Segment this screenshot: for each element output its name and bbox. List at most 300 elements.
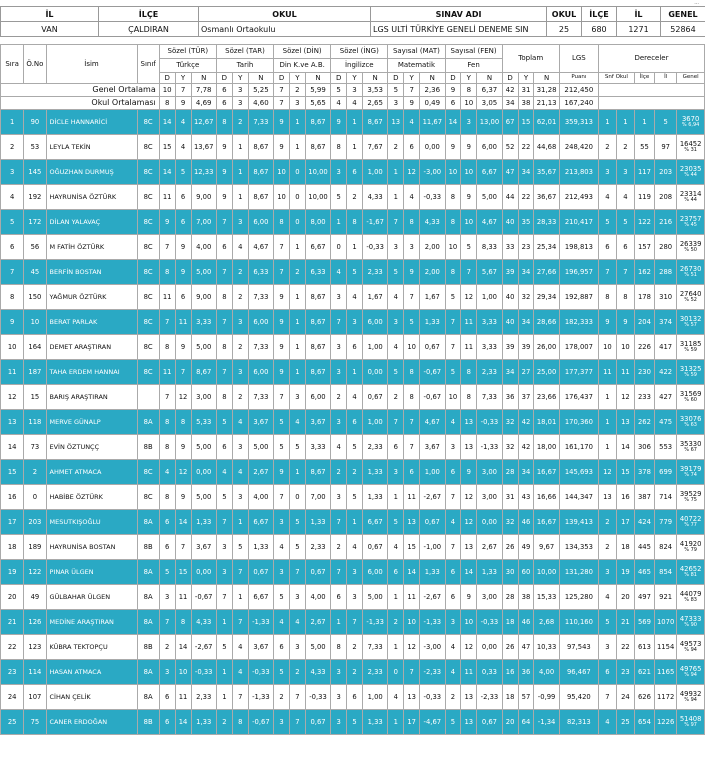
table-row [1, 585, 705, 610]
genel-percent: % 81 [684, 571, 697, 578]
cell-score: 16,67 [534, 460, 559, 485]
cell-ilce: 262 [634, 410, 654, 435]
table-row [1, 110, 705, 135]
cell-score: 39 [518, 335, 534, 360]
cell-score: 4 [445, 635, 461, 660]
cell-ono: 118 [24, 410, 46, 435]
genel-rank: 44079 [679, 590, 702, 599]
genel-rank: 31185 [679, 340, 702, 349]
cell-score: 5 [274, 410, 290, 435]
average-value: 3,53 [362, 84, 387, 97]
cell-sinif: 8A [137, 660, 159, 685]
average-value: 7 [274, 97, 290, 110]
cell-score: 10 [445, 385, 461, 410]
cell-score: 0 [289, 160, 305, 185]
cell-score: 7 [404, 660, 420, 685]
cell-score: 7 [232, 610, 248, 635]
cell-score: 7,33 [248, 335, 273, 360]
cell-score: 13 [404, 685, 420, 710]
cell-score: 12 [175, 460, 191, 485]
cell-score: -0,67 [248, 710, 273, 735]
cell-okul: 14 [616, 435, 634, 460]
cell-snf: 12 [598, 460, 616, 485]
cell-score: 3 [232, 360, 248, 385]
cell-score: 8,00 [305, 210, 330, 235]
cell-score: 4 [331, 435, 347, 460]
genel-rank: 33076 [679, 415, 702, 424]
cell-sinif: 8C [137, 310, 159, 335]
cell-il: 1070 [655, 610, 677, 635]
average-value: 7 [274, 84, 290, 97]
cell-score: 3,67 [248, 410, 273, 435]
cell-score: 7,33 [248, 110, 273, 135]
cell-score: 5 [445, 710, 461, 735]
cell-lgs: 178,007 [559, 335, 598, 360]
cell-score: 7 [159, 610, 175, 635]
cell-ilce: 621 [634, 660, 654, 685]
cell-score: 7 [388, 210, 404, 235]
col-isim: İsim [46, 45, 137, 84]
cell-score: 7 [289, 710, 305, 735]
cell-score: 3 [331, 360, 347, 385]
cell-isim: LEYLA TEKİN [46, 135, 137, 160]
cell-okul: 1 [616, 110, 634, 135]
cell-ilce: 424 [634, 510, 654, 535]
cell-score: 14 [159, 160, 175, 185]
cell-score: 32 [502, 510, 518, 535]
cell-score: 7 [404, 285, 420, 310]
cell-score: 6,00 [477, 135, 502, 160]
header-il-rank-label: İL [617, 7, 661, 22]
cell-score: 2,67 [477, 535, 502, 560]
cell-ilce: 654 [634, 710, 654, 735]
cell-sira: 11 [1, 360, 24, 385]
cell-score: 5,00 [248, 435, 273, 460]
cell-score: 13 [461, 535, 477, 560]
cell-score: 7 [216, 585, 232, 610]
cell-score: 6 [274, 635, 290, 660]
col-n: N [362, 73, 387, 84]
cell-score: 25,00 [534, 360, 559, 385]
col-subject-top: Sözel (TÜR) [159, 45, 216, 59]
cell-ono: 107 [24, 685, 46, 710]
cell-score: 10 [175, 660, 191, 685]
cell-score: 8 [159, 485, 175, 510]
cell-isim: GÜLBAHAR ÜLGEN [46, 585, 137, 610]
cell-score: 4 [388, 285, 404, 310]
cell-score: 3 [445, 435, 461, 460]
cell-score: -0,99 [534, 685, 559, 710]
cell-ilce: 465 [634, 560, 654, 585]
cell-score: 2,67 [305, 610, 330, 635]
cell-genel [677, 360, 705, 385]
cell-lgs: 144,347 [559, 485, 598, 510]
cell-score: -3,00 [420, 160, 445, 185]
cell-score: 0 [289, 210, 305, 235]
cell-score: 2 [289, 660, 305, 685]
cell-score: 1,33 [420, 560, 445, 585]
average-value: 9 [175, 97, 191, 110]
average-value: 3 [232, 84, 248, 97]
cell-score: 0,33 [477, 660, 502, 685]
col-ilce-rank: İlçe [634, 73, 654, 84]
cell-score: 4 [445, 410, 461, 435]
genel-percent: % 83 [684, 596, 697, 603]
cell-lgs: 131,280 [559, 560, 598, 585]
cell-score: 5 [388, 510, 404, 535]
average-value: 6,37 [477, 84, 502, 97]
average-value: 5 [388, 84, 404, 97]
cell-okul: 25 [616, 710, 634, 735]
genel-percent: % 45 [684, 221, 697, 228]
cell-okul: 17 [616, 510, 634, 535]
cell-score: -2,67 [420, 585, 445, 610]
cell-score: 27 [518, 360, 534, 385]
col-subject-name: İngilizce [331, 59, 388, 73]
cell-score: 0 [289, 185, 305, 210]
cell-sinif: 8C [137, 160, 159, 185]
cell-score: -0,33 [305, 685, 330, 710]
cell-score: 3 [232, 310, 248, 335]
cell-score: 15 [404, 535, 420, 560]
genel-rank: 26730 [679, 265, 702, 274]
genel-rank: 41920 [679, 540, 702, 549]
cell-lgs: 212,493 [559, 185, 598, 210]
cell-okul: 2 [616, 135, 634, 160]
cell-score: 2 [232, 335, 248, 360]
cell-score: 8 [274, 210, 290, 235]
cell-score: 47 [518, 635, 534, 660]
cell-genel [677, 185, 705, 210]
cell-score: 5 [216, 485, 232, 510]
cell-sira: 4 [1, 185, 24, 210]
cell-score: 9 [274, 335, 290, 360]
cell-sinif: 8C [137, 485, 159, 510]
cell-score: 7 [445, 535, 461, 560]
cell-score: 11 [461, 310, 477, 335]
cell-sinif: 8A [137, 610, 159, 635]
header-sinav-value: LGS ULTİ TÜRKİYE GENELİ DENEME SIN [371, 22, 547, 37]
cell-okul: 7 [616, 260, 634, 285]
cell-score: 5 [232, 535, 248, 560]
cell-ono: 2 [24, 460, 46, 485]
cell-sira: 5 [1, 210, 24, 235]
cell-snf: 8 [598, 285, 616, 310]
cell-sinif: 8B [137, 435, 159, 460]
cell-score: 40 [502, 210, 518, 235]
cell-score: 5 [289, 510, 305, 535]
cell-score: 9 [461, 135, 477, 160]
cell-score: 6 [159, 685, 175, 710]
average-value: 0,49 [420, 97, 445, 110]
cell-sira: 15 [1, 460, 24, 485]
cell-snf: 5 [598, 210, 616, 235]
col-sira: Sıra [1, 45, 24, 84]
cell-il: 779 [655, 510, 677, 535]
cell-score: 8,67 [191, 360, 216, 385]
cell-genel [677, 160, 705, 185]
cell-score: 5 [388, 360, 404, 385]
cell-score: 3 [445, 610, 461, 635]
cell-sira: 25 [1, 710, 24, 735]
cell-score: -0,33 [477, 410, 502, 435]
cell-score: 13 [404, 510, 420, 535]
cell-sira: 10 [1, 335, 24, 360]
cell-score: 9 [445, 135, 461, 160]
cell-score: 1,00 [362, 160, 387, 185]
header-sinav-label: SINAV ADI [371, 7, 547, 22]
cell-score: 6 [445, 460, 461, 485]
cell-score: 26 [502, 535, 518, 560]
table-row [1, 335, 705, 360]
cell-score: 7 [175, 360, 191, 385]
cell-score: 3 [331, 685, 347, 710]
cell-score: 1,33 [191, 710, 216, 735]
cell-score: 3 [461, 110, 477, 135]
cell-score: 3 [216, 535, 232, 560]
cell-score: 4,67 [248, 235, 273, 260]
cell-ono: 164 [24, 335, 46, 360]
cell-score: 3 [331, 410, 347, 435]
cell-sira: 20 [1, 585, 24, 610]
table-row [1, 685, 705, 710]
cell-ilce: 378 [634, 460, 654, 485]
top-note: ... [694, 0, 699, 6]
cell-score: 6 [347, 335, 363, 360]
cell-score: 44,68 [534, 135, 559, 160]
cell-score: 3,67 [191, 535, 216, 560]
cell-lgs: 182,333 [559, 310, 598, 335]
cell-score: 1,33 [191, 510, 216, 535]
cell-score: 3 [159, 660, 175, 685]
cell-score: 6 [216, 235, 232, 260]
cell-score: -2,33 [420, 660, 445, 685]
cell-score: 31 [502, 485, 518, 510]
cell-score: 8 [445, 210, 461, 235]
genel-rank: 23757 [679, 215, 702, 224]
header-okul-label: OKUL [199, 7, 371, 22]
cell-score: 1,33 [420, 310, 445, 335]
cell-score: 3 [289, 635, 305, 660]
cell-score: 8 [159, 435, 175, 460]
cell-score: 3 [232, 485, 248, 510]
cell-score: 10,00 [305, 160, 330, 185]
cell-score: 11 [404, 585, 420, 610]
cell-score: 7 [175, 535, 191, 560]
cell-score: 0 [289, 485, 305, 510]
table-row [1, 635, 705, 660]
cell-score: 3 [347, 310, 363, 335]
cell-score: -0,33 [420, 185, 445, 210]
cell-score: -2,33 [477, 685, 502, 710]
cell-score: 1,67 [420, 285, 445, 310]
cell-ilce: 117 [634, 160, 654, 185]
cell-score: 5 [274, 585, 290, 610]
cell-genel [677, 685, 705, 710]
cell-genel [677, 235, 705, 260]
col-y: Y [232, 73, 248, 84]
cell-score: 12 [404, 635, 420, 660]
cell-score: 1 [331, 210, 347, 235]
cell-score: 8 [159, 260, 175, 285]
col-subject-top: Sayısal (MAT) [388, 45, 445, 59]
cell-score: 1 [289, 235, 305, 260]
cell-score: 4,33 [305, 660, 330, 685]
col-y: Y [404, 73, 420, 84]
cell-ilce: 162 [634, 260, 654, 285]
genel-rank: 39529 [679, 490, 702, 499]
cell-score: 4 [232, 460, 248, 485]
col-y: Y [518, 73, 534, 84]
cell-isim: HASAN ATMACA [46, 660, 137, 685]
cell-isim: EVİN ÖZTUNÇÇ [46, 435, 137, 460]
cell-lgs: 176,437 [559, 385, 598, 410]
cell-lgs: 192,887 [559, 285, 598, 310]
cell-ilce: 204 [634, 310, 654, 335]
cell-score: 11 [159, 285, 175, 310]
cell-score: 5 [331, 185, 347, 210]
cell-isim: DİCLE HANNARİCİ [46, 110, 137, 135]
cell-score: 4 [388, 535, 404, 560]
cell-score: 6 [347, 685, 363, 710]
cell-okul: 10 [616, 335, 634, 360]
exam-header [0, 6, 705, 37]
cell-score: 57 [518, 685, 534, 710]
cell-score: 5,00 [305, 635, 330, 660]
cell-score: 6 [159, 710, 175, 735]
cell-score: 8,67 [248, 135, 273, 160]
cell-score: 28,66 [534, 310, 559, 335]
average-value: 31,28 [534, 84, 559, 97]
genel-percent: % 75 [684, 496, 697, 503]
cell-isim: YAĞMUR ÖZTÜRK [46, 285, 137, 310]
cell-score: 5 [274, 660, 290, 685]
cell-score: 13 [461, 685, 477, 710]
cell-score: 8 [331, 635, 347, 660]
cell-lgs: 145,693 [559, 460, 598, 485]
cell-ono: 145 [24, 160, 46, 185]
cell-score: 7 [216, 360, 232, 385]
col-subject-top: Sözel (TAR) [216, 45, 273, 59]
cell-score: 13 [461, 410, 477, 435]
cell-score: 11 [175, 585, 191, 610]
cell-score: 8,33 [477, 235, 502, 260]
cell-score: 11 [175, 685, 191, 710]
cell-score: 1,33 [248, 535, 273, 560]
cell-ilce: 119 [634, 185, 654, 210]
cell-lgs: 134,353 [559, 535, 598, 560]
cell-score: 5 [289, 435, 305, 460]
cell-score: 4 [274, 610, 290, 635]
col-dereceler: Dereceler [598, 45, 704, 73]
cell-sinif: 8C [137, 135, 159, 160]
cell-score: 3,00 [477, 585, 502, 610]
cell-il: 921 [655, 585, 677, 610]
genel-rank: 49932 [679, 690, 702, 699]
cell-okul: 13 [616, 410, 634, 435]
cell-score: 2,33 [362, 260, 387, 285]
cell-score: 8 [216, 110, 232, 135]
cell-score: 34 [518, 460, 534, 485]
cell-lgs: 161,170 [559, 435, 598, 460]
genel-percent: % 79 [684, 546, 697, 553]
cell-score: 34 [518, 260, 534, 285]
genel-percent: % 44 [684, 196, 697, 203]
header-ilce-label: İLÇE [99, 7, 199, 22]
cell-score: 7 [216, 510, 232, 535]
col-d: D [502, 73, 518, 84]
col-sinif: Sınıf [137, 45, 159, 84]
cell-sinif [137, 385, 159, 410]
col-y: Y [347, 73, 363, 84]
cell-il: 427 [655, 385, 677, 410]
cell-score: -1,34 [534, 710, 559, 735]
genel-percent: % 94 [684, 646, 697, 653]
table-row [1, 360, 705, 385]
cell-score: 4 [175, 135, 191, 160]
cell-score: 7 [461, 260, 477, 285]
cell-score: 6 [388, 560, 404, 585]
genel-percent: % 77 [684, 521, 697, 528]
cell-okul: 8 [616, 285, 634, 310]
cell-lgs: 82,313 [559, 710, 598, 735]
cell-score: 9 [175, 435, 191, 460]
cell-score: 5 [461, 235, 477, 260]
cell-score: -1,33 [362, 610, 387, 635]
cell-score: 7 [445, 310, 461, 335]
cell-snf: 1 [598, 435, 616, 460]
cell-score: 4 [289, 410, 305, 435]
cell-snf: 5 [598, 610, 616, 635]
cell-score: 23 [518, 235, 534, 260]
cell-score: 23,66 [534, 385, 559, 410]
cell-score: 2 [331, 460, 347, 485]
table-row [1, 310, 705, 335]
cell-score: 4,00 [534, 660, 559, 685]
cell-ilce: 387 [634, 485, 654, 510]
cell-score: 9 [274, 360, 290, 385]
header-ilce-value: ÇALDIRAN [99, 22, 199, 37]
average-value: 2,65 [362, 97, 387, 110]
cell-genel [677, 460, 705, 485]
cell-sira: 22 [1, 635, 24, 660]
average-value: 8 [461, 84, 477, 97]
cell-score: 5 [274, 435, 290, 460]
header-genel-rank-value: 52864 [661, 22, 705, 37]
cell-score: 1 [347, 360, 363, 385]
cell-ono: 172 [24, 210, 46, 235]
cell-score: 11,67 [420, 110, 445, 135]
cell-score: 4 [232, 660, 248, 685]
cell-okul: 5 [616, 210, 634, 235]
cell-lgs: 125,280 [559, 585, 598, 610]
cell-score: 3,67 [248, 635, 273, 660]
cell-score: 1 [289, 335, 305, 360]
cell-score: 8 [216, 285, 232, 310]
cell-genel [677, 385, 705, 410]
cell-sinif: 8A [137, 560, 159, 585]
average-value: 34 [502, 97, 518, 110]
cell-score: 0,67 [248, 560, 273, 585]
cell-score: 3 [347, 585, 363, 610]
cell-genel [677, 485, 705, 510]
genel-rank: 39179 [679, 465, 702, 474]
cell-score: 5,67 [477, 260, 502, 285]
genel-percent: % 44 [684, 171, 697, 178]
cell-score: 4,00 [191, 235, 216, 260]
cell-il: 280 [655, 235, 677, 260]
cell-score: 9 [175, 485, 191, 510]
